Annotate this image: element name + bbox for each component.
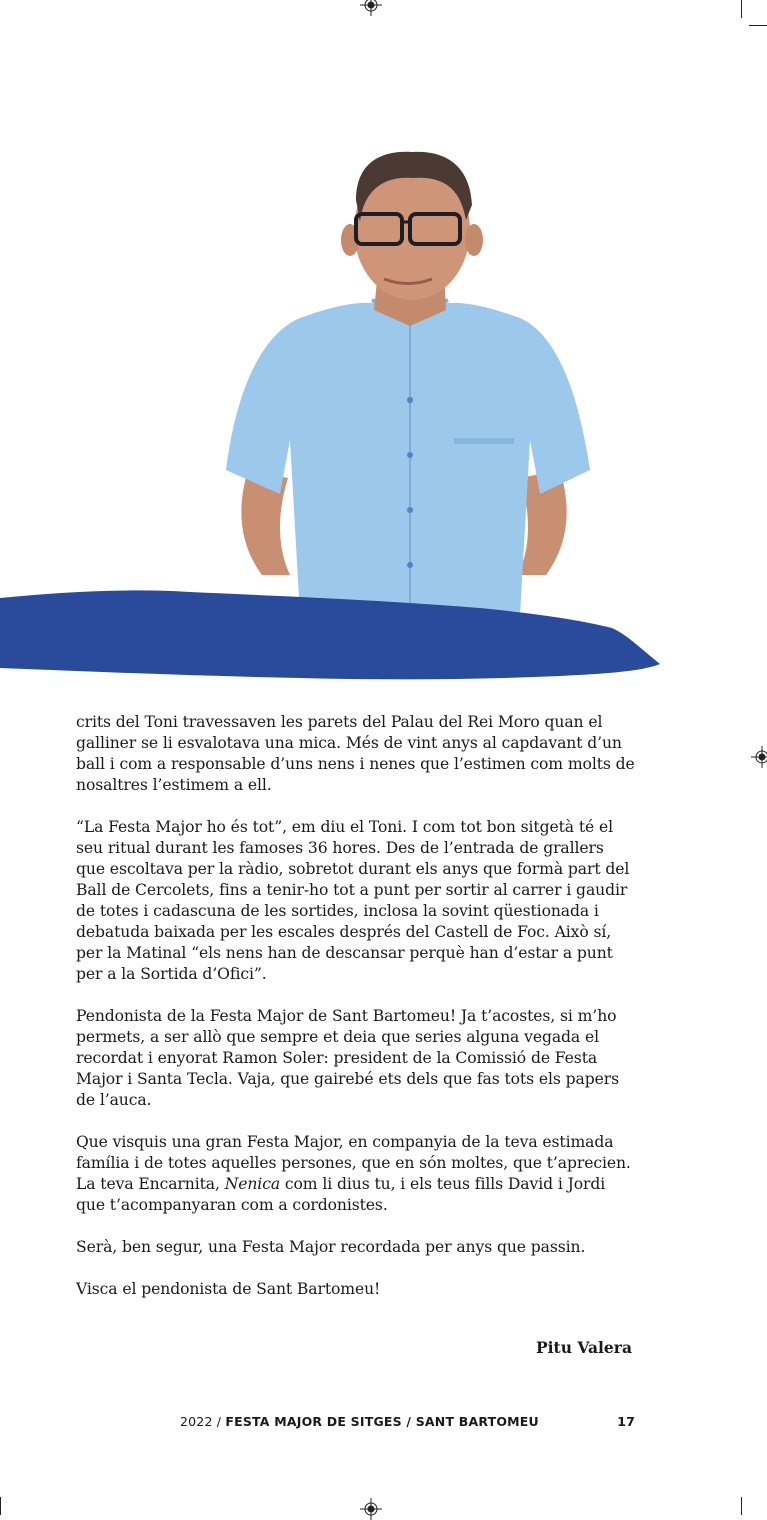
paragraph: Que visquis una gran Festa Major, en companyia de la teva estimada família i de totes aquelles persones, que en són moltes, que t’aprecien. La teva Encarnita, Nenica com li dius tu, i els teus fills David i Jordi que t’acompanyaran com a cordonistes. (76, 1133, 631, 1214)
registration-mark-icon (751, 746, 767, 768)
registration-mark-icon (360, 0, 382, 16)
paragraph: Serà, ben segur, una Festa Major recordada per anys que passin. (76, 1238, 586, 1256)
author-signature: Pitu Valera (536, 1338, 632, 1357)
registration-mark-icon (360, 1498, 382, 1520)
page-number: 17 (617, 1414, 635, 1429)
paragraph: “La Festa Major ho és tot”, em diu el Toni. I com tot bon sitgetà té el seu ritual durant les famoses 36 hores. Des de l’entrada de grallers que escoltava per la ràdio, sobretot durant els anys que formà part del Ball de Cercolets, fins a tenir-ho tot a punt per sortir al carrer i gaudir de totes i cadascuna de les sortides, inclosa la sovint qüestionada i debatuda baixada per les escales després del Castell de Foc. Això sí, per la Matinal “els nens han de descansar perquè han d’estar a punt per a la Sortida d’Ofici”. (76, 818, 630, 983)
crop-mark-icon (749, 25, 767, 26)
portrait-photo (0, 140, 767, 700)
edition-label: 2022 / FESTA MAJOR DE SITGES / SANT BARTOMEU (180, 1414, 539, 1429)
crop-mark-icon (0, 1497, 1, 1515)
crop-mark-icon (741, 1497, 742, 1515)
italic-name: Nenica (224, 1175, 281, 1193)
crop-mark-icon (741, 0, 742, 18)
paragraph: crits del Toni travessaven les parets del Palau del Rei Moro quan el galliner se li esvalotava una mica. Més de vint anys al capdavant d’un ball i com a responsable d’uns nens i nenes que l’estimen com molts de nosaltres l’estimem a ell. (76, 713, 635, 794)
article-body (76, 712, 636, 1321)
page-footer (180, 1414, 635, 1429)
paragraph: Visca el pendonista de Sant Bartomeu! (76, 1280, 381, 1298)
paragraph: Pendonista de la Festa Major de Sant Bartomeu! Ja t’acostes, si m’ho permets, a ser allò que sempre et deia que series alguna vegada el recordat i enyorat Ramon Soler: president de la Comissió de Festa Major i Santa Tecla. Vaja, que gairebé ets dels que fas tots els papers de l’auca. (76, 1007, 619, 1109)
